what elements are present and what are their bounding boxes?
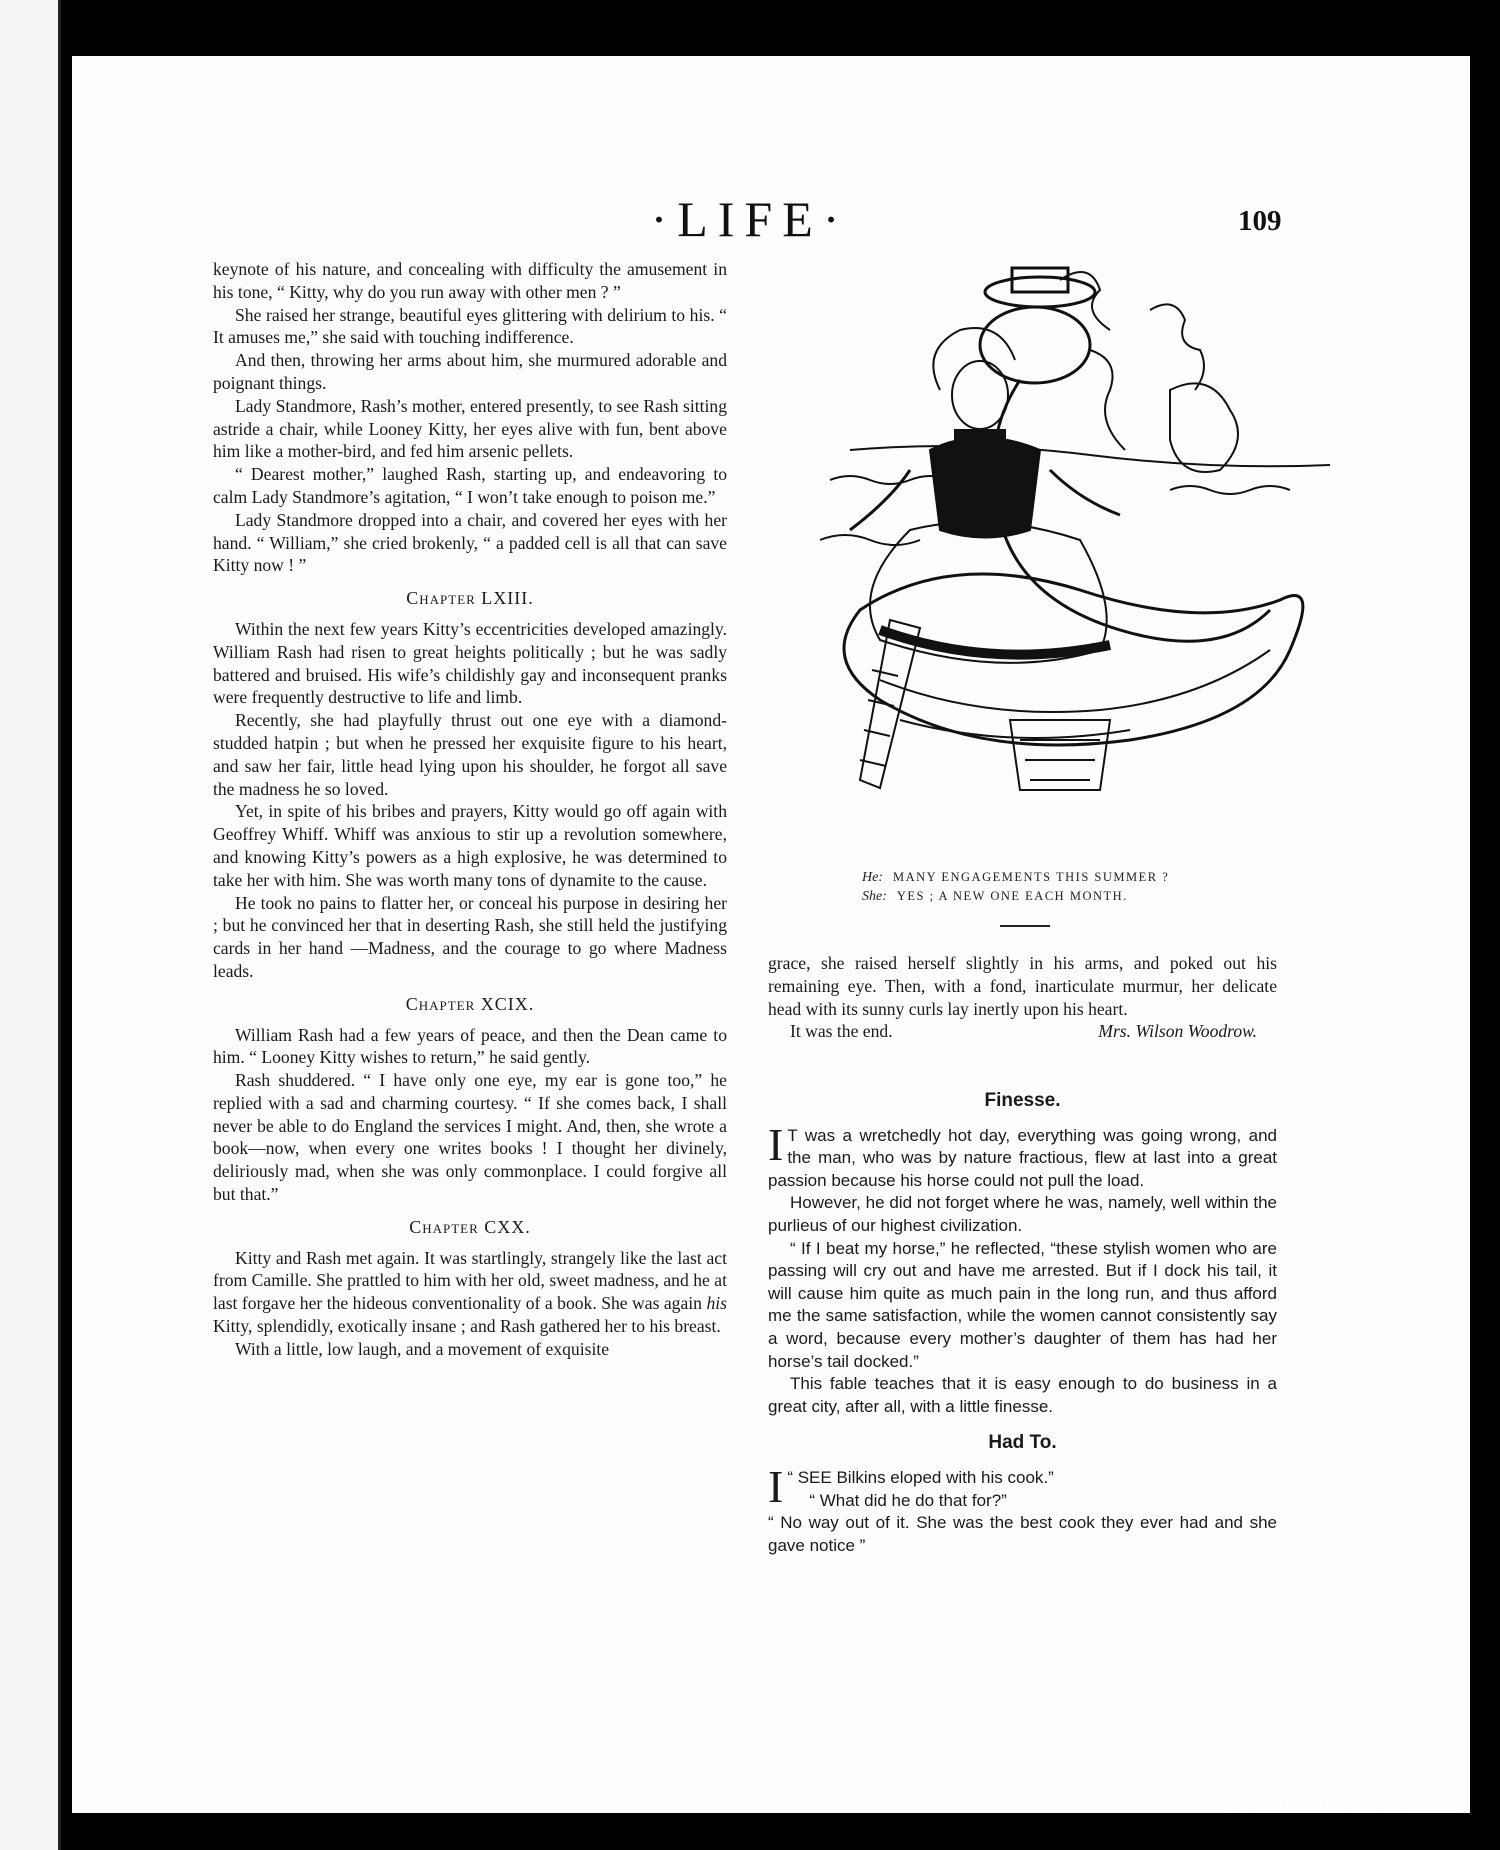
left-page-edge [0,0,61,1850]
emphasis: his [706,1293,727,1314]
paragraph: And then, throwing her arms about him, she murmured adorable and poignant things. [213,350,727,393]
text-run: Kitty and Rash met again. It was startlingly, strangely like the last act from Camille. She prattled to him with her old, sweet madness, and he at last forgave her the hideous conventionality of a book. She was again [213,1247,727,1314]
paragraph: “ Dearest mother,” laughed Rash, starting up, and endeavoring to calm Lady Standmore’s agitation, “ I won’t take enough to poison me.” [213,464,727,507]
paragraph: William Rash had a few years of peace, and then the Dean came to him. “ Looney Kitty wishes to return,” he said gently. [213,1024,727,1068]
paragraph: grace, she raised herself slightly in his arms, and poked out his remaining eye. Then, with a fond, inarticulate murmur, her delicate head with its sunny curls lay inertly upon his heart. [768,953,1277,1019]
chapter-heading: Chapter LXIII. [406,588,534,609]
paragraph: Lady Standmore, Rash’s mother, entered presently, to see Rash sitting astride a chair, while Looney Kitty, her eyes alive with fun, bent above him like a mother-bird, and fed him arsenic pellets. [213,395,727,462]
paragraph: This fable teaches that it is easy enough to do business in a great city, after all, with a little finesse. [768,1374,1277,1416]
end-text: It was the end. [790,1021,893,1042]
chapter-heading: Chapter XCIX. [405,993,535,1014]
caption-text: YES ; A NEW ONE EACH MONTH. [896,889,1128,903]
drop-cap: I [768,1460,784,1512]
chapter-heading: Chapter CXX. [409,1216,531,1237]
paragraph: Within the next few years Kitty’s eccentricities developed amazingly. William Rash had risen to great heights politically ; but he was sadly battered and bruised. His wife’s childishly gay and inconsequent pranks were frequently destructive to life and limb. [213,618,727,708]
paragraph: However, he did not forget where he was, namely, well within the purlieus of our highest civilization. [768,1193,1277,1235]
text-run: Kitty, splendidly, exotically insane ; and Rash gathered her to his breast. [213,1316,721,1337]
paragraph [768,1118,1277,1193]
article-title-had-to: Had To. [988,1432,1057,1454]
paragraph: With a little, low laugh, and a movement of exquisite [235,1338,610,1359]
right-column-bottom [768,1090,1277,1557]
paragraph: Rash shuddered. “ I have only one eye, my ear is gone too,” he replied with a sad and charming courtesy. “ If she comes back, I shall never be able to do England the services I might. And, then, she wrote a book—now, when every one writes books ! I thought her divinely, deliriously mad, when she was only commonplace. I could forgive all but that.” [213,1070,727,1205]
paragraph: “ If I beat my horse,” he reflected, “these stylish women who are passing will cry out and have me arrested. But if I dock his tail, it will cause him quite as much pain in the long run, and thus afford me the same satisfaction, while the women cannot consistently say a word, because every mother’s daughter of them has had her horse’s tail docked.” [768,1238,1277,1371]
text-run: SEE Bilkins eloped with his cook.” [793,1467,1054,1487]
text-run: T was a wretchedly hot day, everything was going wrong, and the man, who was by nature fractious, flew at last into a great passion because his horse could not pull the load. [768,1125,1277,1190]
paragraph: He took no pains to flatter her, or conceal his purpose in desiring her ; but he convinced her that in deserting Rash, she still held the justifying cards in her hand —Madness, and the courage to go where Madness leads. [213,892,727,981]
drop-cap: I [768,1118,784,1170]
paragraph: She raised her strange, beautiful eyes glittering with delirium to his. “ It amuses me,” she said with touching indifference. [213,304,727,348]
paragraph [213,1247,727,1338]
paragraph: Recently, she had playfully thrust out one eye with a diamond-studded hatpin ; but when he pressed her exquisite figure to his heart, and saw her fair, little head lying upon his shoulder, he forgot all save the madness he so loved. [213,710,727,799]
page-number: 109 [1238,205,1282,237]
speaker-label: She: [862,889,887,904]
left-column [213,258,727,1361]
watermark: comicbooks.com [1226,1787,1455,1818]
illustration-caption [862,868,1262,906]
paragraph: “ What did he do that for?” [809,1490,1007,1510]
paragraph: keynote of his nature, and concealing with difficulty the amusement in his tone, “ Kitty, why do you run away with other men ? ” [213,259,727,302]
caption-line-she [862,887,1262,906]
author-name: Mrs. Wilson Woodrow. [1098,1021,1257,1042]
paragraph: Lady Standmore dropped into a chair, and covered her eyes with her hand. “ William,” she cried brokenly, “ a padded cell is all that can save Kitty now ! ” [213,509,727,576]
speaker-label: He: [862,870,883,885]
masthead-title: ·LIFE· [650,191,850,247]
cartoon-illustration [790,250,1340,862]
caption-text: MANY ENGAGEMENTS THIS SUMMER ? [893,870,1170,884]
paragraph: Yet, in spite of his bribes and prayers, Kitty would go off again with Geoffrey Whiff. Whiff was anxious to stir up a revolution somewhere, and knowing Kitty’s powers as a high explosive, he was determined to take her with him. She was worth many tons of dynamite to the cause. [213,801,727,890]
open-quote: “ [787,1467,793,1487]
divider-rule [1000,925,1050,927]
paragraph: “ No way out of it. She was the best cook they ever had and she gave notice ” [768,1513,1277,1555]
spacer [768,1418,1277,1432]
right-column-top [768,952,1277,1043]
story-signature [768,1020,1277,1043]
article-title-finesse: Finesse. [984,1090,1061,1111]
caption-line-he [862,868,1262,887]
